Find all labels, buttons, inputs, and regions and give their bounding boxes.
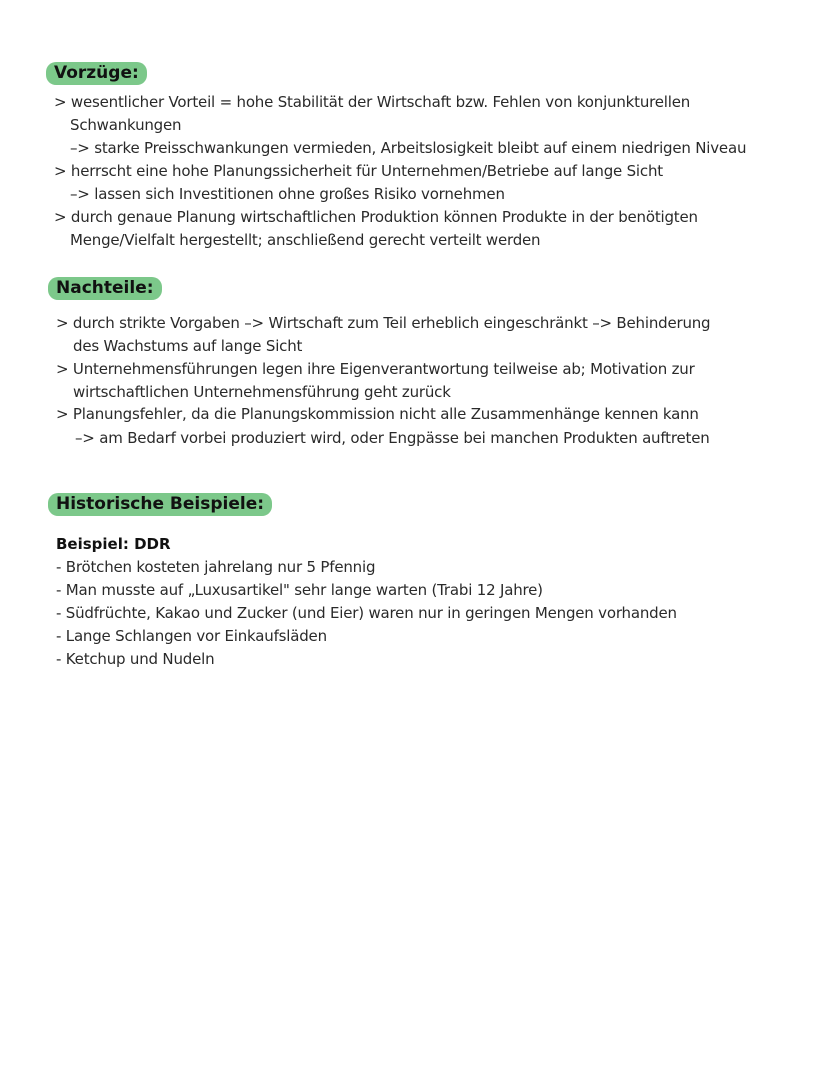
heading-nachteile: Nachteile: [48,277,162,300]
vorzuege-line: –> lassen sich Investitionen ohne großes Risiko vornehmen [70,185,505,203]
vorzuege-line: –> starke Preisschwankungen vermieden, Arbeitslosigkeit bleibt auf einem niedrigen Niveau [70,139,747,157]
vorzuege-line: Menge/Vielfalt hergestellt; anschließend gerecht verteilt werden [70,231,541,249]
vorzuege-line: > durch genaue Planung wirtschaftlichen Produktion können Produkte in der benötigten [54,208,698,226]
vorzuege-line: Schwankungen [70,116,182,134]
beispiel-line: - Ketchup und Nudeln [56,650,215,668]
subheading-ddr: Beispiel: DDR [56,535,171,553]
beispiel-line: - Südfrüchte, Kakao und Zucker (und Eier) waren nur in geringen Mengen vorhanden [56,604,677,622]
heading-historische-beispiele: Historische Beispiele: [48,493,272,516]
nachteile-line: > Unternehmensführungen legen ihre Eigenverantwortung teilweise ab; Motivation zur [56,360,695,378]
nachteile-line: wirtschaftlichen Unternehmensführung geht zurück [73,383,451,401]
nachteile-line: > durch strikte Vorgaben –> Wirtschaft zum Teil erheblich eingeschränkt –> Behinderung [56,314,711,332]
beispiel-line: - Lange Schlangen vor Einkaufsläden [56,627,327,645]
vorzuege-line: > herrscht eine hohe Planungssicherheit für Unternehmen/Betriebe auf lange Sicht [54,162,663,180]
beispiel-line: - Man musste auf „Luxusartikel" sehr lange warten (Trabi 12 Jahre) [56,581,543,599]
nachteile-line: des Wachstums auf lange Sicht [73,337,303,355]
vorzuege-line: > wesentlicher Vorteil = hohe Stabilität der Wirtschaft bzw. Fehlen von konjunkturellen [54,93,691,111]
heading-vorzuege: Vorzüge: [46,62,147,85]
nachteile-line: –> am Bedarf vorbei produziert wird, oder Engpässe bei manchen Produkten auftreten [75,429,710,447]
beispiel-line: - Brötchen kosteten jahrelang nur 5 Pfennig [56,558,376,576]
nachteile-line: > Planungsfehler, da die Planungskommission nicht alle Zusammenhänge kennen kann [56,405,699,423]
